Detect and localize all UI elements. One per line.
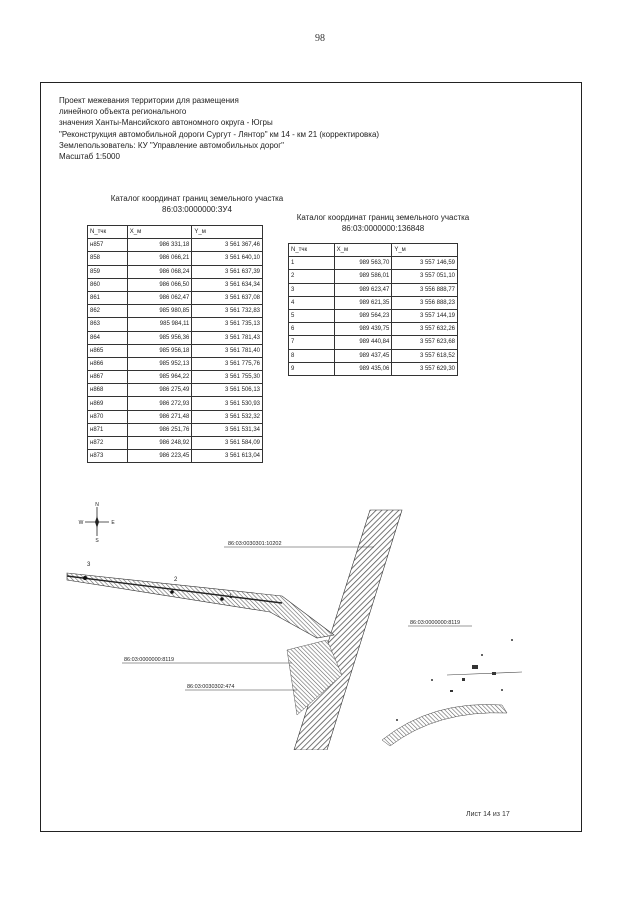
y-coord-cell: 3 561 755,30 [192, 371, 263, 384]
header-line: значения Ханты-Мансийского автономного округа - Югры [59, 118, 273, 128]
table-row [88, 384, 263, 397]
table-row [88, 265, 263, 278]
label-parcel-bottom: 86:03:0030302:474 [187, 684, 235, 690]
table-row [88, 397, 263, 410]
y-coord-cell: 3 561 367,46 [192, 239, 263, 252]
point-id-cell: 864 [88, 331, 128, 344]
point-id-cell: 8 [289, 349, 335, 362]
point-id-cell: н871 [88, 423, 128, 436]
y-coord-cell: 3 557 629,30 [392, 362, 458, 375]
x-coord-cell: 989 586,01 [334, 270, 392, 283]
point-id-cell: 6 [289, 323, 335, 336]
table-row [88, 239, 263, 252]
point-label-2: 2 [174, 577, 178, 583]
y-coord-cell: 3 561 613,04 [192, 450, 263, 463]
drawing-header [59, 95, 379, 162]
point-marker [83, 576, 87, 580]
compass-west: W [78, 520, 84, 526]
point-id-cell: н857 [88, 239, 128, 252]
point-id-cell: н869 [88, 397, 128, 410]
x-coord-cell: 986 066,50 [127, 278, 192, 291]
header-line: Проект межевания территории для размещения [59, 96, 239, 105]
column-header: Y_м [392, 244, 458, 257]
table-row [289, 323, 458, 336]
x-coord-cell: 985 980,85 [127, 305, 192, 318]
catalog1-parcel: 86:03:0000000:ЗУ4 [162, 205, 232, 214]
point-label-3: 3 [87, 562, 91, 568]
column-header: X_м [127, 226, 192, 239]
label-parcel-left: 86:03:0000000:8119 [124, 657, 175, 663]
table-row [289, 257, 458, 270]
y-coord-cell: 3 557 623,68 [392, 336, 458, 349]
x-coord-cell: 989 621,35 [334, 296, 392, 309]
header-line: "Реконструкция автомобильной дороги Сургут - Лянтор" км 14 - км 21 (корректировка) [59, 129, 380, 139]
point-marker [170, 590, 174, 594]
y-coord-cell: 3 561 640,10 [192, 252, 263, 265]
leader-line [447, 672, 522, 675]
x-coord-cell: 989 563,70 [334, 257, 392, 270]
point-id-cell: 863 [88, 318, 128, 331]
point-id-cell: 4 [289, 296, 335, 309]
compass-icon [79, 502, 116, 544]
y-coord-cell: 3 561 531,34 [192, 423, 263, 436]
point-id-cell: 859 [88, 265, 128, 278]
label-parcel-top: 86:03:0030301:10202 [228, 541, 282, 547]
x-coord-cell: 986 331,18 [127, 239, 192, 252]
x-coord-cell: 986 251,76 [127, 423, 192, 436]
table-row [289, 309, 458, 322]
point-id-cell: 9 [289, 362, 335, 375]
table-row [88, 291, 263, 304]
parcel-road-strip [67, 573, 334, 638]
table-row [88, 437, 263, 450]
column-header: N_тчк [88, 226, 128, 239]
point-label-1: 1 [229, 594, 233, 600]
y-coord-cell: 3 557 632,26 [392, 323, 458, 336]
label-parcel-right: 86:03:0000000:8119 [410, 620, 461, 626]
x-coord-cell: 985 952,13 [127, 357, 192, 370]
y-coord-cell: 3 561 637,08 [192, 291, 263, 304]
point-id-cell: 7 [289, 336, 335, 349]
point-id-cell: 5 [289, 309, 335, 322]
point-id-cell: н870 [88, 410, 128, 423]
y-coord-cell: 3 561 634,34 [192, 278, 263, 291]
x-coord-cell: 986 066,21 [127, 252, 192, 265]
x-coord-cell: 985 984,11 [127, 318, 192, 331]
y-coord-cell: 3 557 144,19 [392, 309, 458, 322]
point-id-cell: 861 [88, 291, 128, 304]
y-coord-cell: 3 556 888,23 [392, 296, 458, 309]
point-id-cell: н867 [88, 371, 128, 384]
catalog2-parcel: 86:03:0000000:136848 [341, 224, 425, 233]
column-header: Y_м [192, 226, 263, 239]
x-coord-cell: 986 272,93 [127, 397, 192, 410]
x-coord-cell: 989 439,75 [334, 323, 392, 336]
page-number: 98 [315, 33, 325, 44]
table-row [289, 349, 458, 362]
point-id-cell: н872 [88, 437, 128, 450]
table-row [289, 270, 458, 283]
x-coord-cell: 989 564,23 [334, 309, 392, 322]
x-coord-cell: 986 248,92 [127, 437, 192, 450]
point-id-cell: 1 [289, 257, 335, 270]
y-coord-cell: 3 561 532,32 [192, 410, 263, 423]
table-row [88, 278, 263, 291]
catalog2-title [278, 212, 488, 234]
table-row [88, 423, 263, 436]
y-coord-cell: 3 561 530,93 [192, 397, 263, 410]
point-id-cell: 862 [88, 305, 128, 318]
y-coord-cell: 3 561 637,39 [192, 265, 263, 278]
catalog2-heading: Каталог координат границ земельного участка [296, 213, 470, 222]
x-coord-cell: 986 062,47 [127, 291, 192, 304]
sheet-label: Лист 14 из 17 [466, 811, 510, 818]
table-row [88, 318, 263, 331]
y-coord-cell: 3 557 051,10 [392, 270, 458, 283]
catalog2-table [288, 243, 458, 376]
header-line: Масштаб 1:5000 [59, 152, 120, 162]
column-header: N_тчк [289, 244, 335, 257]
x-coord-cell: 986 271,48 [127, 410, 192, 423]
compass-north: N [95, 502, 99, 508]
table-row [88, 344, 263, 357]
table-row [88, 357, 263, 370]
x-coord-cell: 985 956,18 [127, 344, 192, 357]
x-coord-cell: 989 440,84 [334, 336, 392, 349]
header-line: линейного объекта регионального [59, 107, 187, 117]
x-coord-cell: 986 068,24 [127, 265, 192, 278]
table-row [88, 410, 263, 423]
point-id-cell: 860 [88, 278, 128, 291]
header-line: Землепользователь: КУ "Управление автомобильных дорог" [59, 140, 284, 150]
x-coord-cell: 989 623,47 [334, 283, 392, 296]
catalog1-title [92, 193, 302, 215]
y-coord-cell: 3 561 775,76 [192, 357, 263, 370]
table-row [88, 450, 263, 463]
table-row [88, 331, 263, 344]
x-coord-cell: 986 275,49 [127, 384, 192, 397]
x-coord-cell: 985 956,36 [127, 331, 192, 344]
y-coord-cell: 3 556 888,77 [392, 283, 458, 296]
y-coord-cell: 3 557 146,59 [392, 257, 458, 270]
table-row [88, 371, 263, 384]
x-coord-cell: 989 437,45 [334, 349, 392, 362]
point-id-cell: н868 [88, 384, 128, 397]
point-id-cell: 858 [88, 252, 128, 265]
table-row [289, 336, 458, 349]
compass-south: S [95, 538, 99, 544]
column-header: X_м [334, 244, 392, 257]
table-row [88, 252, 263, 265]
y-coord-cell: 3 561 781,43 [192, 331, 263, 344]
y-coord-cell: 3 561 735,13 [192, 318, 263, 331]
y-coord-cell: 3 561 584,09 [192, 437, 263, 450]
point-id-cell: 2 [289, 270, 335, 283]
road-curve-right [382, 704, 507, 746]
point-id-cell: н866 [88, 357, 128, 370]
x-coord-cell: 985 964,22 [127, 371, 192, 384]
y-coord-cell: 3 557 618,52 [392, 349, 458, 362]
table-row [88, 305, 263, 318]
table-row [289, 296, 458, 309]
point-id-cell: 3 [289, 283, 335, 296]
point-id-cell: н865 [88, 344, 128, 357]
catalog1-table [87, 225, 263, 463]
cadastral-map [52, 500, 562, 750]
point-marker [220, 597, 224, 601]
y-coord-cell: 3 561 732,83 [192, 305, 263, 318]
point-id-cell: н873 [88, 450, 128, 463]
compass-east: E [111, 520, 115, 526]
y-coord-cell: 3 561 781,40 [192, 344, 263, 357]
table-row [289, 362, 458, 375]
x-coord-cell: 986 223,45 [127, 450, 192, 463]
table-row [289, 283, 458, 296]
x-coord-cell: 989 435,06 [334, 362, 392, 375]
catalog1-heading: Каталог координат границ земельного участка [110, 194, 284, 203]
y-coord-cell: 3 561 506,13 [192, 384, 263, 397]
